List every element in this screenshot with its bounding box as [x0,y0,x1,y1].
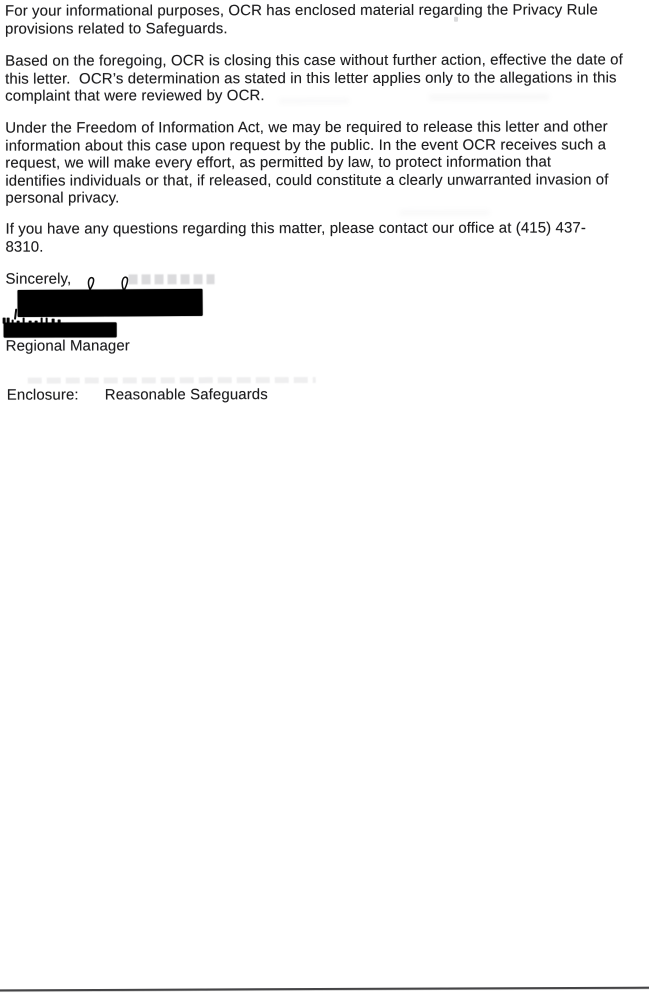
text-line: personal privacy. [5,189,120,207]
text-line: 8310. [5,238,44,256]
bleed-through-smudge [28,377,316,384]
text-line: If you have any questions regarding this matter, please contact our office at (415) 437- [5,219,586,238]
closing-sincerely: Sincerely, [5,270,72,288]
text-line: provisions related to Safeguards. [4,19,228,38]
text-line: Under the Freedom of Information Act, we may be required to release this letter and other [5,118,608,137]
enclosure-row [7,386,268,404]
text-line: Based on the foregoing, OCR is closing this case without further action, effective the date of [5,51,623,70]
text-line: For your informational purposes, OCR has enclosed material regarding the Privacy Rule [4,1,598,20]
signer-title: Regional Manager [5,337,130,355]
name-redaction-bar [4,322,117,337]
paragraph-informational-purposes [5,1,646,37]
text-line: identifies individuals or that, if released, could constitute a clearly unwarranted invasion of [5,170,609,190]
paragraph-case-closing [5,51,646,105]
paragraph-foia-notice [5,118,646,207]
bleed-through-smudge [129,274,215,284]
text-line: complaint that were reviewed by OCR. [5,87,265,105]
signature-redaction-bar [18,289,203,317]
scan-speck [454,17,458,22]
scan-bottom-edge [0,987,649,992]
text-line: this letter. OCR’s determination as stated in this letter applies only to the allegations in this [5,68,617,88]
text-line: information about this case upon request by the public. In the event OCR receives such a [5,135,607,155]
paragraph-contact-info [5,219,646,255]
enclosure-label: Enclosure: [6,386,79,404]
text-line: request, we will make every effort, as permitted by law, to protect information that [5,153,552,172]
enclosure-value: Reasonable Safeguards [104,386,268,404]
scan-noise-smudge [399,210,489,216]
